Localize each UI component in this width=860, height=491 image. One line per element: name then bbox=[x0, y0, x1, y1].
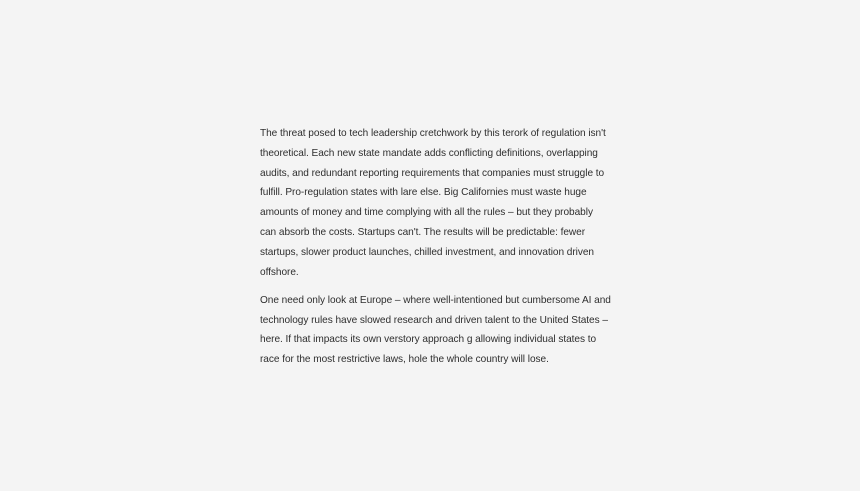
text-line: startups, slower product launches, chilled investment, and innovation driven bbox=[260, 246, 594, 258]
text-line: The threat posed to tech leadership cretchwork by this terork of regulation isn't bbox=[260, 128, 606, 139]
text-line: theoretical. Each new state mandate adds conflicting definitions, overlapping bbox=[260, 147, 598, 159]
text-line: fulfill. Pro-regulation states with lare else. Big Californies must waste huge bbox=[260, 187, 587, 199]
paragraph-2 bbox=[260, 291, 610, 370]
text-line: race for the most restrictive laws, hole the whole country will lose. bbox=[260, 354, 549, 366]
text-line: here. If that impacts its own verstory approach g allowing individual states to bbox=[260, 334, 597, 346]
text-line: One need only look at Europe – where well-intentioned but cumbersome AI and bbox=[260, 294, 611, 306]
text-line: audits, and redundant reporting requirements that companies must struggle to bbox=[260, 167, 605, 179]
text-line: amounts of money and time complying with all the rules – but they probably bbox=[260, 207, 593, 219]
text-line: technology rules have slowed research and driven talent to the United States – bbox=[260, 314, 608, 326]
text-line: can absorb the costs. Startups can't. The results will be predictable: fewer bbox=[260, 226, 586, 238]
text-line: offshore. bbox=[260, 266, 299, 278]
paragraph-1 bbox=[260, 124, 610, 282]
article-body bbox=[260, 124, 610, 370]
